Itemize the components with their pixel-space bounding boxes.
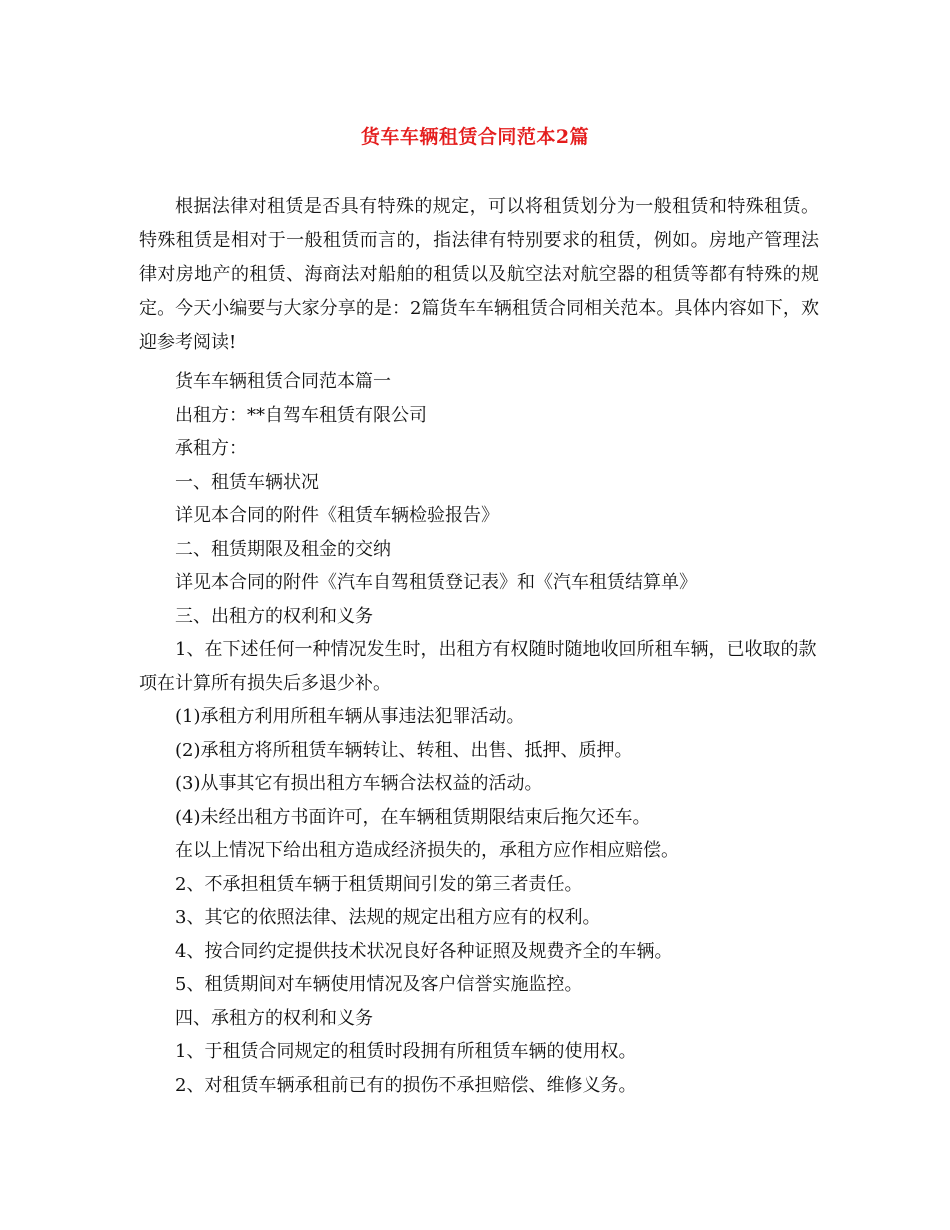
clause-item: (4)未经出租方书面许可，在车辆租赁期限结束后拖欠还车。 — [175, 806, 651, 828]
clause-heading: 三、出租方的权利和义务 — [175, 605, 373, 627]
clause-text: 2、对租赁车辆承租前已有的损伤不承担赔偿、维修义务。 — [175, 1074, 637, 1096]
clause-heading: 二、租赁期限及租金的交纳 — [175, 538, 391, 560]
clause-text: 1、于租赁合同规定的租赁时段拥有所租赁车辆的使用权。 — [175, 1041, 637, 1062]
section-heading: 货车车辆租赁合同范本篇一 — [175, 371, 391, 392]
clause-heading: 一、租赁车辆状况 — [175, 471, 319, 493]
clause-text: 4、按合同约定提供技术状况良好各种证照及规费齐全的车辆。 — [175, 940, 673, 962]
clause-heading: 四、承租方的权利和义务 — [175, 1007, 373, 1029]
clause-text: 详见本合同的附件《租赁车辆检验报告》 — [175, 505, 499, 526]
clause-text: 在以上情况下给出租方造成经济损失的，承租方应作相应赔偿。 — [175, 840, 679, 861]
clause-text: 3、其它的依照法律、法规的规定出租方应有的权利。 — [175, 907, 601, 928]
clause-item: (1)承租方利用所租车辆从事违法犯罪活动。 — [175, 706, 525, 727]
lessee-line: 承租方： — [175, 438, 247, 459]
clause-item: (2)承租方将所租赁车辆转让、转租、出售、抵押、质押。 — [175, 739, 633, 761]
clause-item: (3)从事其它有损出租方车辆合法权益的活动。 — [175, 773, 543, 794]
clause-text: 详见本合同的附件《汽车自驾租赁登记表》和《汽车租赁结算单》 — [175, 572, 697, 593]
document-title: 货车车辆租赁合同范本2篇 — [360, 126, 590, 148]
contract-body — [139, 365, 819, 1102]
clause-text: 5、租赁期间对车辆使用情况及客户信誉实施监控。 — [175, 974, 583, 995]
clause-text: 1、在下述任何一种情况发生时，出租方有权随时随地收回所租车辆，已收取的款项在计算所有损失后多退少补。 — [139, 639, 817, 694]
intro-paragraph: 根据法律对租赁是否具有特殊的规定，可以将租赁划分为一般租赁和特殊租赁。特殊租赁是相对于一般租赁而言的，指法律有特别要求的租赁，例如。房地产管理法律对房地产的租赁、海商法对船舶的租赁以及航空法对航空器的租赁等都有特殊的规定。今天小编要与大家分享的是：2篇货车车辆租赁合同相关范本。具体内容如下，欢迎参考阅读! — [139, 196, 819, 353]
lessor-line: 出租方：**自驾车租赁有限公司 — [175, 404, 427, 426]
clause-text: 2、不承担租赁车辆于租赁期间引发的第三者责任。 — [175, 873, 583, 895]
